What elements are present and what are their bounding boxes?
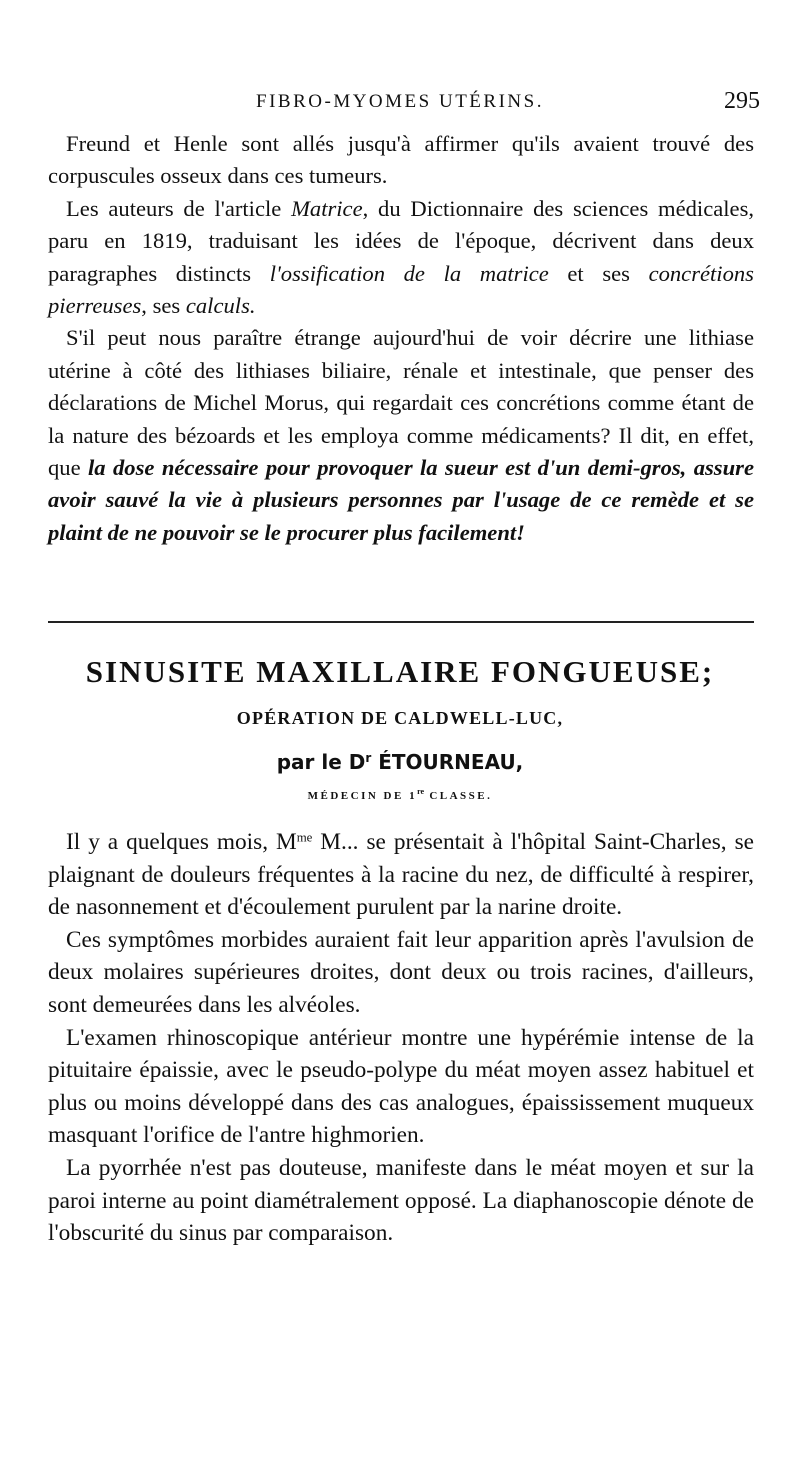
- affiliation-text: MÉDECIN DE 1: [307, 790, 418, 802]
- running-head: [0, 88, 800, 118]
- article-title: SINUSITE MAXILLAIRE FONGUEUSE;: [85, 654, 715, 689]
- author-name: ÉTOURNEAU,: [371, 750, 524, 774]
- italic-term: calculs.: [185, 293, 256, 319]
- text-run: , ses: [141, 293, 186, 319]
- paragraph-text: La pyorrhée n'est pas douteuse, manifeste dans le méat moyen et sur la paroi interne au point diamétralement opposé. La diaphanoscopie dénote de l'obscurité du sinus par comparaison.: [48, 1154, 754, 1247]
- italic-term: Matrice: [291, 195, 363, 221]
- affiliation-superscript: re: [417, 787, 425, 796]
- running-title: FIBRO-MYOMES UTÉRINS.: [256, 91, 544, 112]
- paragraph: [48, 826, 754, 924]
- article-body: [48, 826, 754, 1250]
- superscript: me: [296, 830, 313, 845]
- author-prefix: par le D: [276, 750, 366, 774]
- text-run: S'il peut nous paraître étrange aujourd'hui de voir décrire une lithiase utérine à côté des lithiases biliaire, rénale et intestinale, que penser des déclarations de Michel Morus, qui regardait ces concrétions comme étant de la nature des bézoards et les employa comme médicaments? Il dit, en effet, que: [48, 325, 754, 481]
- article-subtitle: OPÉRATION DE CALDWELL-LUC,: [236, 708, 564, 728]
- text-run: et ses: [548, 260, 649, 286]
- section-divider: [48, 621, 754, 623]
- paragraph: [48, 128, 754, 193]
- paragraph-text: L'examen rhinoscopique antérieur montre une hypérémie intense de la pituitaire épaissie, avec le pseudo-polype du méat moyen assez habituel et plus ou moins développé dans des cas analogues, épaississement muqueux masquant l'orifice de l'antre highmorien.: [48, 1024, 754, 1149]
- italic-term: l'ossification de la matrice: [269, 260, 549, 286]
- affiliation-text: CLASSE.: [424, 790, 493, 802]
- italic-term: concrétions pierreuses: [48, 260, 754, 319]
- previous-article-text: [48, 128, 754, 549]
- paragraph-text: Ces symptômes morbides auraient fait leur apparition après l'avulsion de deux molaires supérieures droites, dont deux ou trois racines, d'ailleurs, sont demeurées dans les alvéoles.: [48, 926, 754, 1018]
- author-line: [0, 750, 800, 774]
- paragraph: [48, 1022, 754, 1152]
- author-affiliation: [0, 787, 800, 802]
- paragraph: [48, 322, 754, 549]
- text-run: , du Dictionnaire des sciences médicales, paru en 1819, traduisant les idées de l'époque, décrivent dans deux paragraphes distincts: [48, 195, 755, 286]
- italic-quote: la dose nécessaire pour provoquer la sueur est d'un demi-gros, assure avoir sauvé la vie à plusieurs personnes par l'usage de ce remède et se plaint de ne pouvoir se le procurer plus facilement!: [48, 455, 754, 545]
- text-run: Il y a quelques mois, M: [66, 829, 297, 855]
- paragraph-text: Freund et Henle sont allés jusqu'à affirmer qu'ils avaient trouvé des corpuscules osseux dans ces tumeurs.: [48, 131, 754, 189]
- paragraph: [48, 1152, 754, 1250]
- text-run: Les auteurs de l'article: [66, 195, 292, 221]
- text-run: M... se présentait à l'hôpital Saint-Charles, se plaignant de douleurs fréquentes à la racine du nez, de difficulté à respirer, de nasonnement et d'écoulement purulent par la narine droite.: [48, 829, 754, 921]
- page-number: 295: [724, 88, 760, 114]
- paragraph: [48, 193, 754, 323]
- paragraph: [48, 924, 754, 1022]
- author-superscript: r: [365, 751, 372, 765]
